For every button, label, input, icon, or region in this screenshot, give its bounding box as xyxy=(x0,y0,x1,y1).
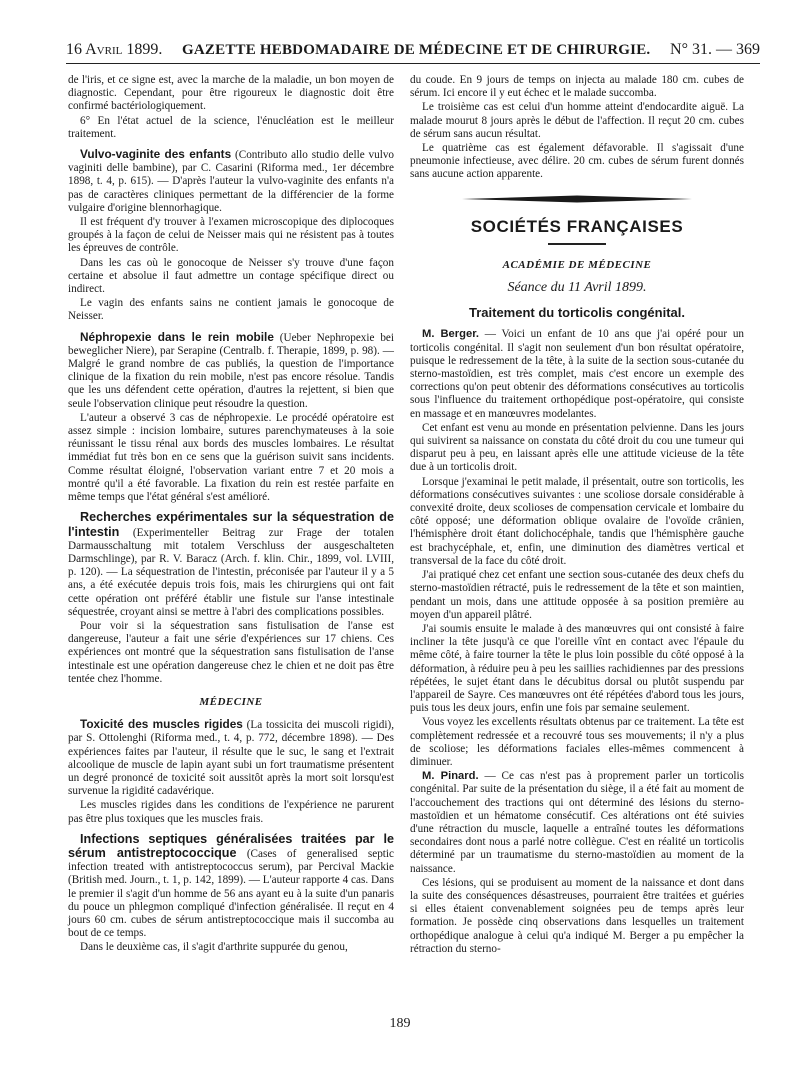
speech: — Ce cas n'est pas à proprement parler un torticolis congénital. Par suite de la présentation du siège, il a été fait au moment de l'accouchement des tractions qui ont déterminé des lésions du sterno-mastoïdien et un hématome consécutif. Ces altérations ont été suivies d'une rétraction du muscle, laquelle a entraîné toutes les déformations secondaires dont nous a parlé notre collègue. C'est en réalité un torticolis déterminé par un traumatisme du sterno-mastoïdien au moment de la naissance. xyxy=(410,770,744,875)
folio-number: 189 xyxy=(389,1016,411,1031)
article-heading-torticolis: Traitement du torticolis congénital. xyxy=(469,305,685,321)
paragraph: Les muscles rigides dans les conditions de l'expérience ne parurent pas être plus toxiques que les muscles frais. xyxy=(68,799,394,825)
article-sequestration xyxy=(68,511,394,619)
subsection-heading-academie: ACADÉMIE DE MÉDECINE xyxy=(502,258,652,271)
section-heading-medecine: MÉDECINE xyxy=(199,695,263,708)
paragraph: Le quatrième cas est également défavorable. Il s'agissait d'une pneumonie infectieuse, avec délire. 20 cm. cubes de sérum furent donnés sans aucune action apparente. xyxy=(410,142,744,181)
speaker-pinard xyxy=(410,770,744,876)
article-title: Vulvo-vaginite des enfants xyxy=(80,147,232,162)
short-rule xyxy=(548,243,606,245)
article-nephropexie xyxy=(68,331,394,411)
speech: — Voici un enfant de 10 ans que j'ai opéré pour un torticolis congénital. Il s'agit non seulement d'un bon résultat opératoire, puisque le redressement de la tête, à la suite de la section sous-cutanée du sterno-mastoïdien, est très complet, mais c'est encore un exemple des corrections qu'on peut obtenir des déformations consécutives au torticolis sous l'influence du traitement orthopédique post-opératoire, qui consiste en massage et en manœuvres modelantes. xyxy=(410,328,745,420)
session-date: Séance du 11 Avril 1899. xyxy=(507,280,647,296)
paragraph: L'auteur a observé 3 cas de néphropexie. Le procédé opératoire est assez simple : incision lombaire, sutures parenchymateuses à la soie réunissant le tissu rénal aux bords des muscles lombaires. Le résultat immédiat fut très bon en ce sens que la guérison suivit sans incidents. Comme résultat éloigné, l'observation variant entre 7 et 20 mois a montré qu'il a été favorable. La fixation du rein est restée parfaite en même temps que l'état général s'est amélioré. xyxy=(68,411,394,504)
article-intro: (Experimenteller Beitrag zur Frage der totalen Darmausschaltung mit totalem Verschluss der ausgeschalteten Darmschlinge), par R. V. Baracz (Arch. f. klin. Chir., 1899, vol. LVIII, p. 120). — La séquestration de l'intestin, préconisée par l'auteur il y a 5 ans, a été exécutée depuis trois fois, mais les chirurgiens qui ont fait cette opération ont préféré établir une fistule sur l'anse intestinale séquestrée, croyant ainsi se mettre à l'abri des complications possibles. xyxy=(68,526,394,618)
article-intro: (Contributo allo studio delle vulvo vaginiti delle bambine), par C. Casarini (Riforma med., 1er décembre 1898, t. 4, p. 615). — D'après l'auteur la vulvo-vaginite des enfants n'a pas de caractères cliniques permettant de la différencier de la forme vulgaire d'origine blennorhagique. xyxy=(68,149,395,214)
header-date: 16 Avril 1899. xyxy=(66,41,163,58)
article-title: Néphropexie dans le rein mobile xyxy=(80,329,274,344)
left-column xyxy=(68,74,394,956)
speaker-name: M. Berger. xyxy=(422,328,480,341)
article-toxicite xyxy=(68,718,394,798)
paragraph: Ces lésions, qui se produisent au moment de la naissance et dont dans la suite des conséquences désastreuses, pourraient être traitées et guéries si elles étaient convenablement soignées peu de temps après leur formation. Je possède cinq observations dans lesquelles un traitement orthopédique analogue à celui qu'a indiqué M. Berger a pu empêcher la rétraction du sterno- xyxy=(410,876,744,955)
article-intro: (Ueber Nephropexie bei beweglicher Niere), par Serapine (Centralb. f. Therapie, 1899, p. 98). — Malgré le grand nombre de cas publiés, la question de l'importance clinique de la fixation du rein mobile, n'est pas encore résolue. Tandis que les uns défendent cette opération, d'autres la rejettent, si bien que seule l'observation clinique peut résoudre la question. xyxy=(68,331,394,410)
paragraph: Il est fréquent d'y trouver à l'examen microscopique des diplocoques groupés à la façon de celui de Neisser mais qui ne résistent pas à toutes les épreuves de contrôle. xyxy=(68,216,394,255)
paragraph: Lorsque j'examinai le petit malade, il présentait, outre son torticolis, les déformations consécutives suivantes : une scoliose dorsale considérable à convexité droite, deux scolioses de compensation cervicale et lombaire du côté opposé; une déformation oblique ovalaire de l'ovoïde crânien, l'hémisphère droit étant dolichocéphale, tandis que l'hémisphère gauche est brachycéphale, et, enfin, une diminution des diamètres vertical et transversal de la face du côté droit. xyxy=(410,475,744,567)
section-heading-societes: SOCIÉTÉS FRANÇAISES xyxy=(470,216,684,236)
paragraph: Dans le deuxième cas, il s'agit d'arthrite suppurée du genou, xyxy=(80,941,348,954)
paragraph: du coude. En 9 jours de temps on injecta au malade 180 cm. cubes de sérum. Ici encore il y eut échec et le malade succomba. xyxy=(410,74,744,100)
paragraph: Cet enfant est venu au monde en présentation pelvienne. Dans les jours qui suivirent sa naissance on constata du côté droit du cou une tumeur qui disparut peu à peu, en laissant après elle une attitude vicieuse de la tête due à un torticolis droit. xyxy=(410,421,744,474)
journal-title: GAZETTE HEBDOMADAIRE DE MÉDECINE ET DE CHIRURGIE. xyxy=(182,42,651,58)
paragraph: de l'iris, et ce signe est, avec la marche de la maladie, un bon moyen de diagnostic. Cependant, pour être rigoureux le diagnostic doit être confirmé bactériologiquement. xyxy=(68,74,394,113)
issue-page-number: N° 31. — 369 xyxy=(670,41,760,58)
paragraph: Le vagin des enfants sains ne contient jamais le gonocoque de Neisser. xyxy=(68,297,394,323)
paragraph: J'ai pratiqué chez cet enfant une section sous-cutanée des deux chefs du sterno-mastoïdien rétracté, puis le redressement de la tête et son maintien, pendant un mois, dans une attitude opposée à sa position première au moyen d'un appareil plâtré. xyxy=(410,569,744,621)
article-title: Infections septiques généralisées traitées par le sérum antistreptococcique xyxy=(68,831,394,860)
right-column xyxy=(410,74,744,957)
paragraph: Dans les cas où le gonocoque de Neisser s'y trouve d'une façon certaine et absolue il faut admettre un contage spécifique direct ou indirect. xyxy=(68,256,394,296)
article-infections xyxy=(68,833,394,941)
article-intro: (La tossicita dei muscoli rigidi), par S. Ottolenghi (Riforma med., t. 4, p. 772, décembre 1898). — Des expériences faites par l'auteur, il résulte que le suc, le sang et l'extrait alcoolique de muscle de lapin ayant subi un fort traumatisme présentent un degré prononcé de toxicité soit aussitôt après la mort soit lorsqu'est survenue la rigidité cadavérique. xyxy=(68,719,394,798)
speaker-berger xyxy=(410,328,744,420)
article-vulvo-vaginite xyxy=(68,148,394,215)
paragraph: Le troisième cas est celui d'un homme atteint d'endocardite aiguë. La malade mourut 8 jours après le début de l'affection. Il reçut 20 cm. cubes de sérum sans aucun résultat. xyxy=(410,101,744,140)
article-title: Recherches expérimentales sur la séquestration de l'intestin xyxy=(68,510,394,539)
running-header xyxy=(66,38,760,64)
article-intro: (Cases of generalised septic infection treated with antistreptococcus serum), par Percival Mackie (British med. Journ., t. 1, p. 142, 1899). — L'auteur rapporte 4 cas. Dans le premier il s'agit d'un homme de 56 ans ayant eu à la suite d'un panaris du pouce un phlegmon compliqué d'infection généralisée. Il reçut en 4 jours 60 cm. cubes de sérum antistreptococcique mais il succomba au bout de ce temps. xyxy=(68,847,394,940)
ornamental-divider xyxy=(462,194,692,204)
paragraph: J'ai soumis ensuite le malade à des manœuvres qui ont consisté à faire incliner la tête jusqu'à ce que l'oreille vînt en contact avec l'épaule du même côté, à faire tourner la tête le plus loin possible du côté opposé à la déformation, à réduire peu à peu les saillies rachidiennes par des pressions répétées, le sujet étant dans le décubitus dorsal ou plutôt suspendu par l'appareil de Sayre. Ces manœuvres ont été répétées d'abord tous les jours, puis tous les deux jours, enfin une fois par semaine seulement. xyxy=(410,622,744,715)
paragraph: Pour voir si la séquestration sans fistulisation de l'anse est dangereuse, l'auteur a fait une série d'expériences sur 17 chiens. Ces expériences ont montré que la séquestration sans fistulisation de l'anse intestinale est une opération dangereuse chez le chien et ne doit pas être tentée chez l'homme. xyxy=(68,619,394,685)
paragraph: Vous voyez les excellents résultats obtenus par ce traitement. La tête est complètement redressée et a recouvré tous ses mouvements; il n'y a plus de scoliose; les déformations faciales elles-mêmes commencent à diminuer. xyxy=(410,716,744,768)
speaker-name: M. Pinard. xyxy=(422,770,479,783)
article-title: Toxicité des muscles rigides xyxy=(80,717,243,732)
paragraph: 6° En l'état actuel de la science, l'énucléation est le meilleur traitement. xyxy=(68,114,394,140)
